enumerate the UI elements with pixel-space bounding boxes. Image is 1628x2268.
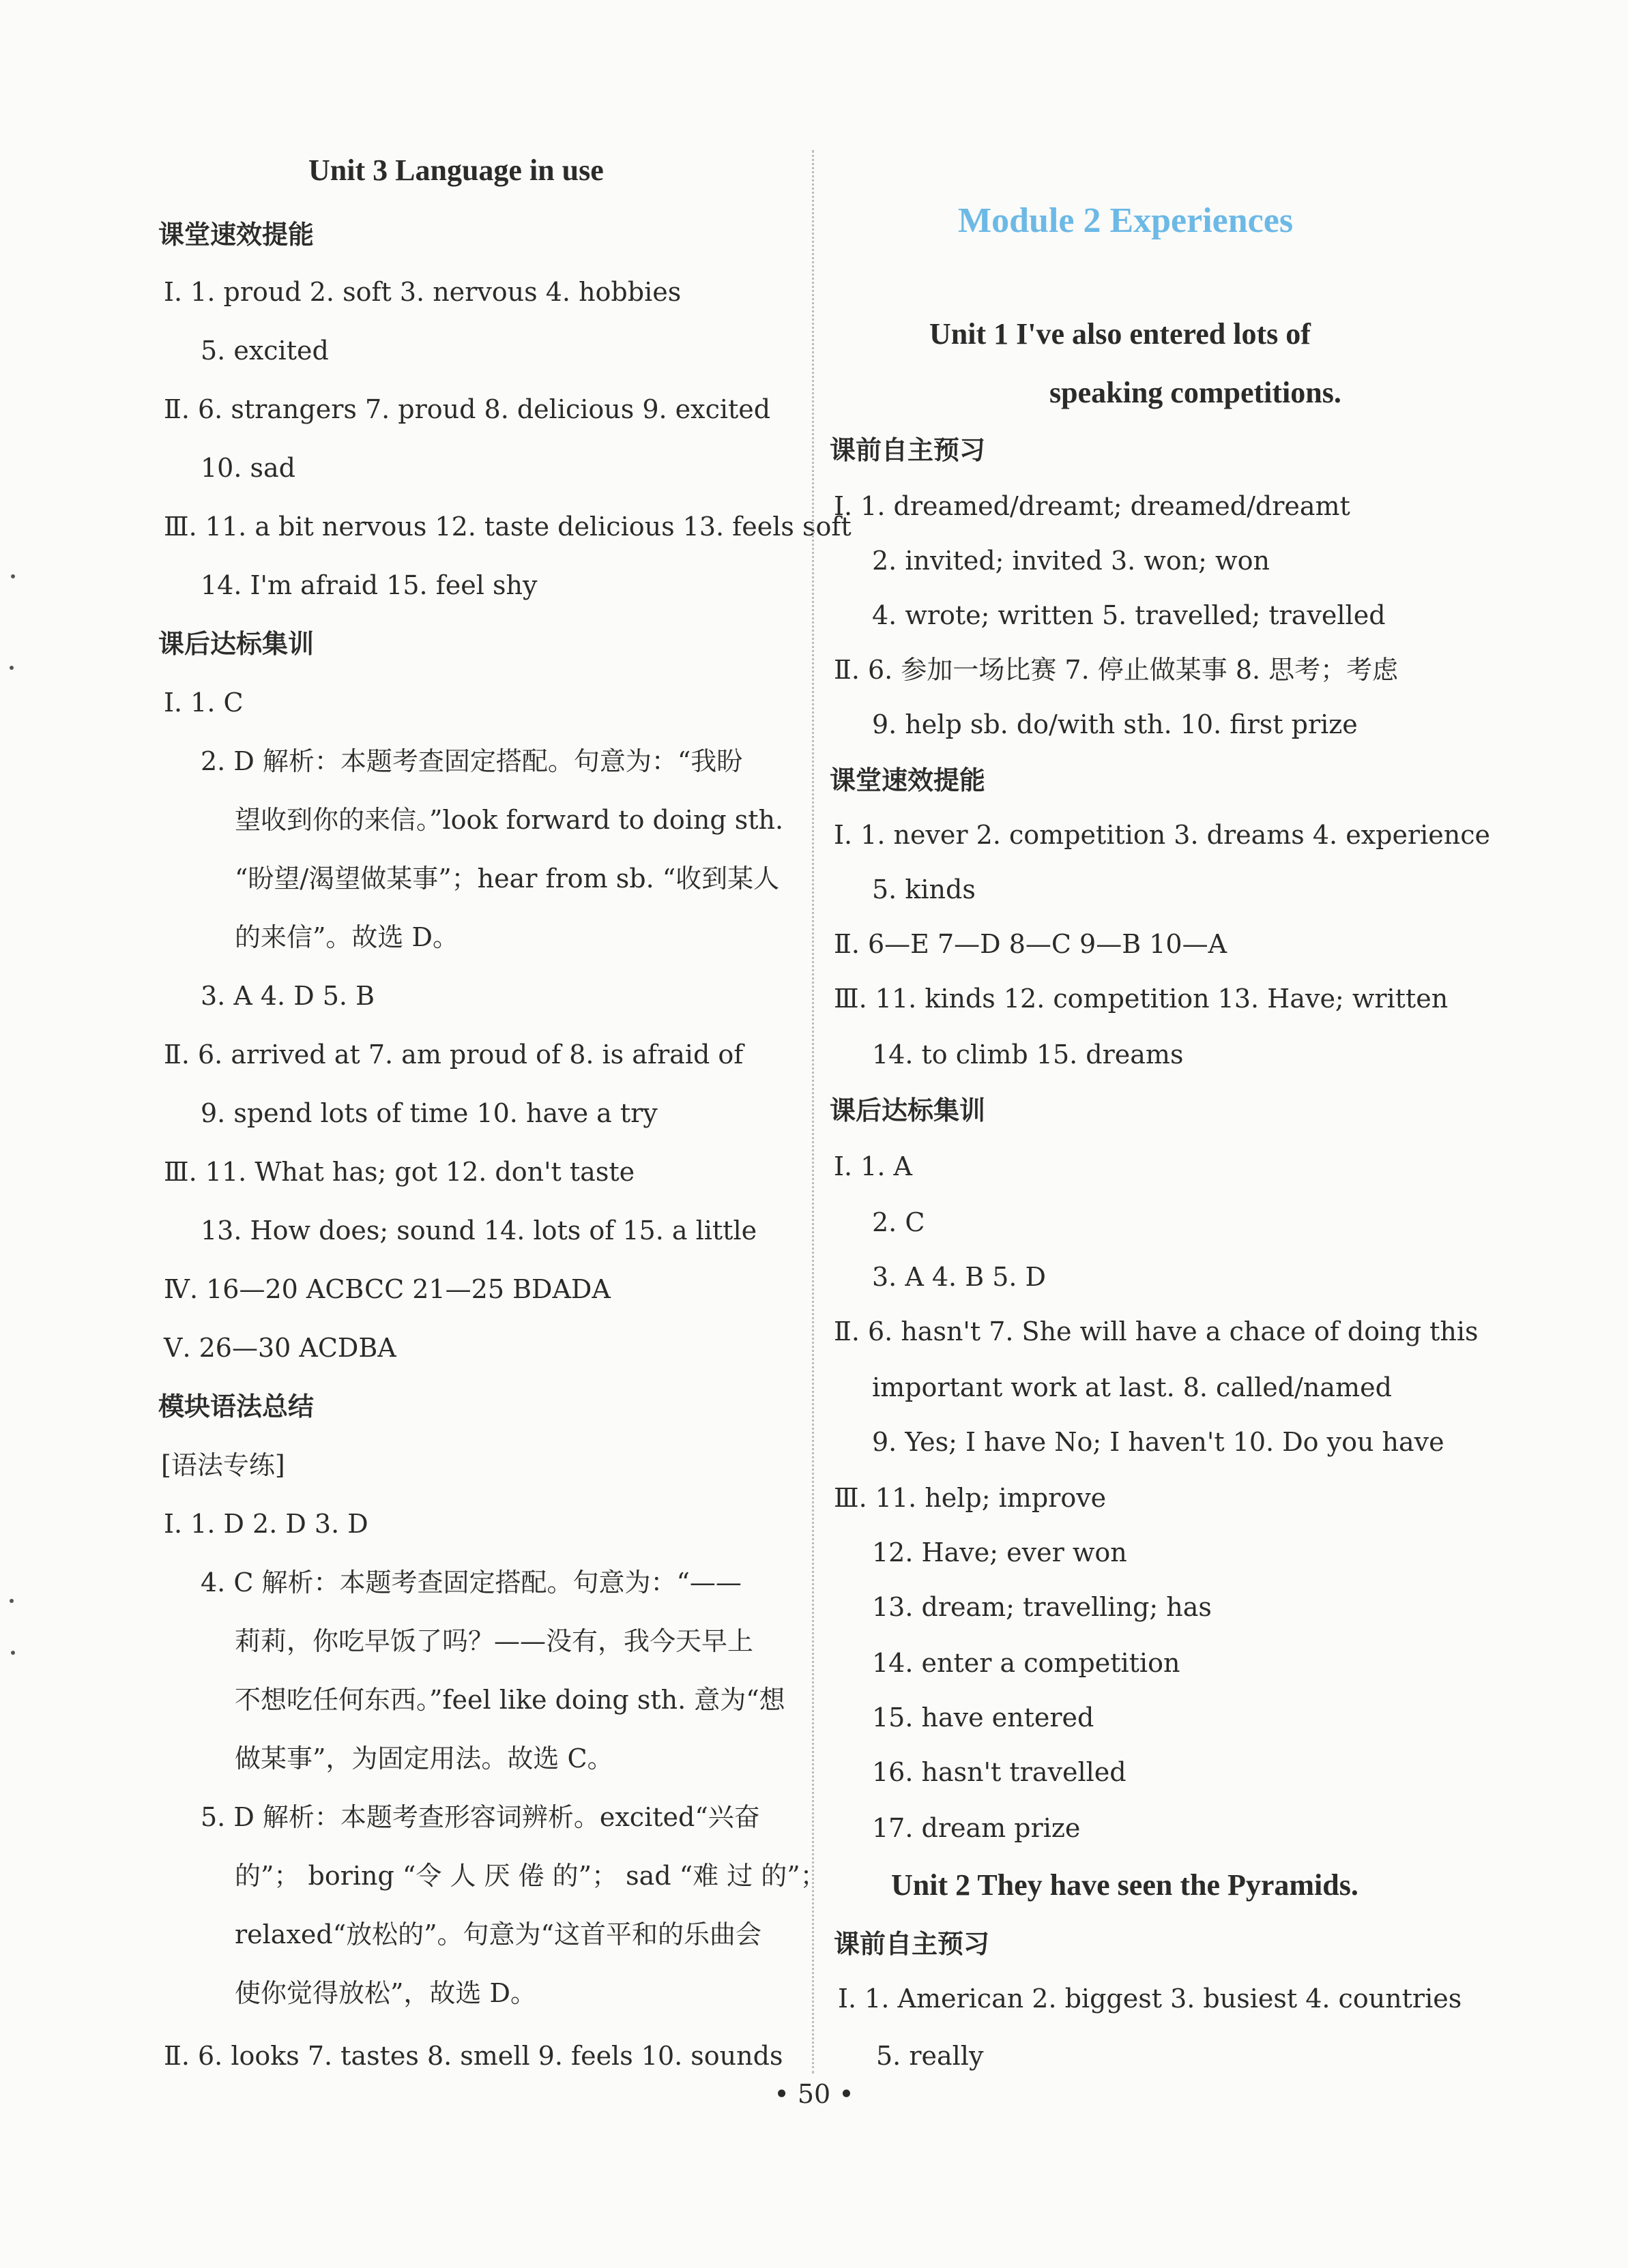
answer-line: Ⅳ. 16—20 ACBCC 21—25 BDADA [164, 1274, 611, 1304]
answer-line: Ⅱ. 6—E 7—D 8—C 9—B 10—A [834, 929, 1227, 959]
answer-line: 5. D 解析：本题考查形容词辨析。excited“兴奋 [201, 1802, 760, 1832]
answer-line: 10. sad [201, 453, 295, 483]
answer-line: 2. C [872, 1207, 925, 1237]
section-heading-kehou: 课后达标集训 [830, 1095, 986, 1125]
section-heading-ketang: 课堂速效提能 [830, 765, 986, 795]
unit2-title: Unit 2 They have seen the Pyramids. [891, 1868, 1358, 1902]
answer-line: 13. dream; travelling; has [872, 1592, 1212, 1622]
unit1-title-line2: speaking competitions. [1049, 376, 1341, 409]
answer-line: 做某事”，为固定用法。故选 C。 [235, 1743, 613, 1773]
answer-line: 5. kinds [872, 874, 976, 904]
answer-line: Ⅱ. 6. looks 7. tastes 8. smell 9. feels 10. sounds [164, 2041, 783, 2071]
answer-line: relaxed“放松的”。句意为“这首平和的乐曲会 [235, 1919, 761, 1949]
answer-line: Ⅰ. 1. C [164, 688, 244, 718]
answer-line: Ⅱ. 6. arrived at 7. am proud of 8. is afraid of [164, 1040, 744, 1070]
answer-line: 不想吃任何东西。”feel like doing sth. 意为“想 [235, 1685, 785, 1715]
answer-line: Ⅰ. 1. A [834, 1151, 912, 1181]
answer-line: Ⅰ. 1. dreamed/dreamt; dreamed/dreamt [834, 491, 1350, 521]
answer-line: 5. excited [201, 336, 329, 366]
scan-speck [10, 1599, 14, 1603]
section-heading-yuxi: 课前自主预习 [834, 1929, 990, 1959]
answer-line: Ⅰ. 1. never 2. competition 3. dreams 4. experience [834, 820, 1490, 850]
answer-line: 16. hasn't travelled [872, 1757, 1126, 1787]
section-heading-grammar: 模块语法总结 [158, 1391, 315, 1422]
answer-line: Ⅲ. 11. help; improve [834, 1483, 1107, 1513]
answer-line: 4. wrote; written 5. travelled; travelled [872, 600, 1386, 630]
answer-line: 3. A 4. D 5. B [201, 981, 375, 1011]
section-heading-yuxi: 课前自主预习 [830, 435, 986, 465]
answer-line: Ⅱ. 6. strangers 7. proud 8. delicious 9. excited [164, 394, 771, 424]
section-heading-ketang: 课堂速效提能 [158, 220, 315, 250]
answer-line: 17. dream prize [872, 1813, 1081, 1843]
answer-line: Ⅴ. 26—30 ACDBA [164, 1333, 396, 1363]
answer-line: 9. spend lots of time 10. have a try [201, 1098, 658, 1128]
answer-line: 3. A 4. B 5. D [872, 1262, 1046, 1292]
unit1-title-line1: Unit 1 I've also entered lots of [929, 317, 1311, 351]
answer-line: 14. to climb 15. dreams [872, 1040, 1184, 1070]
answer-line: Ⅲ. 11. What has; got 12. don't taste [164, 1157, 635, 1187]
answer-line: Ⅲ. 11. kinds 12. competition 13. Have; written [834, 984, 1449, 1014]
answer-line: Ⅲ. 11. a bit nervous 12. taste delicious 13. feels soft [164, 512, 852, 542]
answer-line: Ⅰ. 1. proud 2. soft 3. nervous 4. hobbies [164, 277, 682, 307]
answer-line: Ⅰ. 1. American 2. biggest 3. busiest 4. countries [838, 1984, 1462, 2014]
answer-line: 望收到你的来信。”look forward to doing sth. [235, 805, 784, 835]
column-divider [812, 150, 814, 2074]
unit3-title: Unit 3 Language in use [308, 153, 604, 187]
page-number: • 50 • [774, 2079, 854, 2109]
answer-line: 2. invited; invited 3. won; won [872, 546, 1270, 576]
answer-line: 13. How does; sound 14. lots of 15. a little [201, 1216, 757, 1246]
answer-line: 莉莉，你吃早饭了吗？——没有，我今天早上 [235, 1626, 754, 1656]
answer-line: 使你觉得放松”，故选 D。 [235, 1978, 536, 2008]
answer-line: 15. have entered [872, 1703, 1094, 1733]
answer-line: 的来信”。故选 D。 [235, 922, 459, 952]
answer-line: Ⅱ. 6. 参加一场比赛 7. 停止做某事 8. 思考；考虑 [834, 655, 1399, 685]
answer-line: 5. really [876, 2041, 984, 2071]
answer-line: 14. I'm afraid 15. feel shy [201, 570, 538, 600]
answer-line: Ⅱ. 6. hasn't 7. She will have a chace of doing this [834, 1316, 1479, 1346]
grammar-practice-label: [语法专练] [161, 1450, 285, 1480]
answer-line: “盼望/渴望做某事”；hear from sb. “收到某人 [235, 864, 780, 894]
answer-line: 的”； boring “令 人 厌 倦 的”； sad “难 过 的”； [235, 1861, 826, 1891]
answer-line: important work at last. 8. called/named [872, 1372, 1392, 1402]
answer-line: 12. Have; ever won [872, 1537, 1127, 1567]
answer-line: 9. Yes; I have No; I haven't 10. Do you have [872, 1427, 1444, 1457]
scan-speck [11, 1651, 15, 1655]
answer-line: 14. enter a competition [872, 1648, 1180, 1678]
section-heading-kehou: 课后达标集训 [158, 629, 315, 659]
scan-speck [10, 666, 14, 670]
answer-line: Ⅰ. 1. D 2. D 3. D [164, 1509, 368, 1539]
answer-line: 9. help sb. do/with sth. 10. first prize [872, 709, 1358, 739]
scan-speck [11, 574, 15, 578]
answer-line: 2. D 解析：本题考查固定搭配。句意为：“我盼 [201, 746, 743, 776]
module-title: Module 2 Experiences [958, 201, 1294, 240]
answer-line: 4. C 解析：本题考查固定搭配。句意为：“—— [201, 1567, 742, 1597]
